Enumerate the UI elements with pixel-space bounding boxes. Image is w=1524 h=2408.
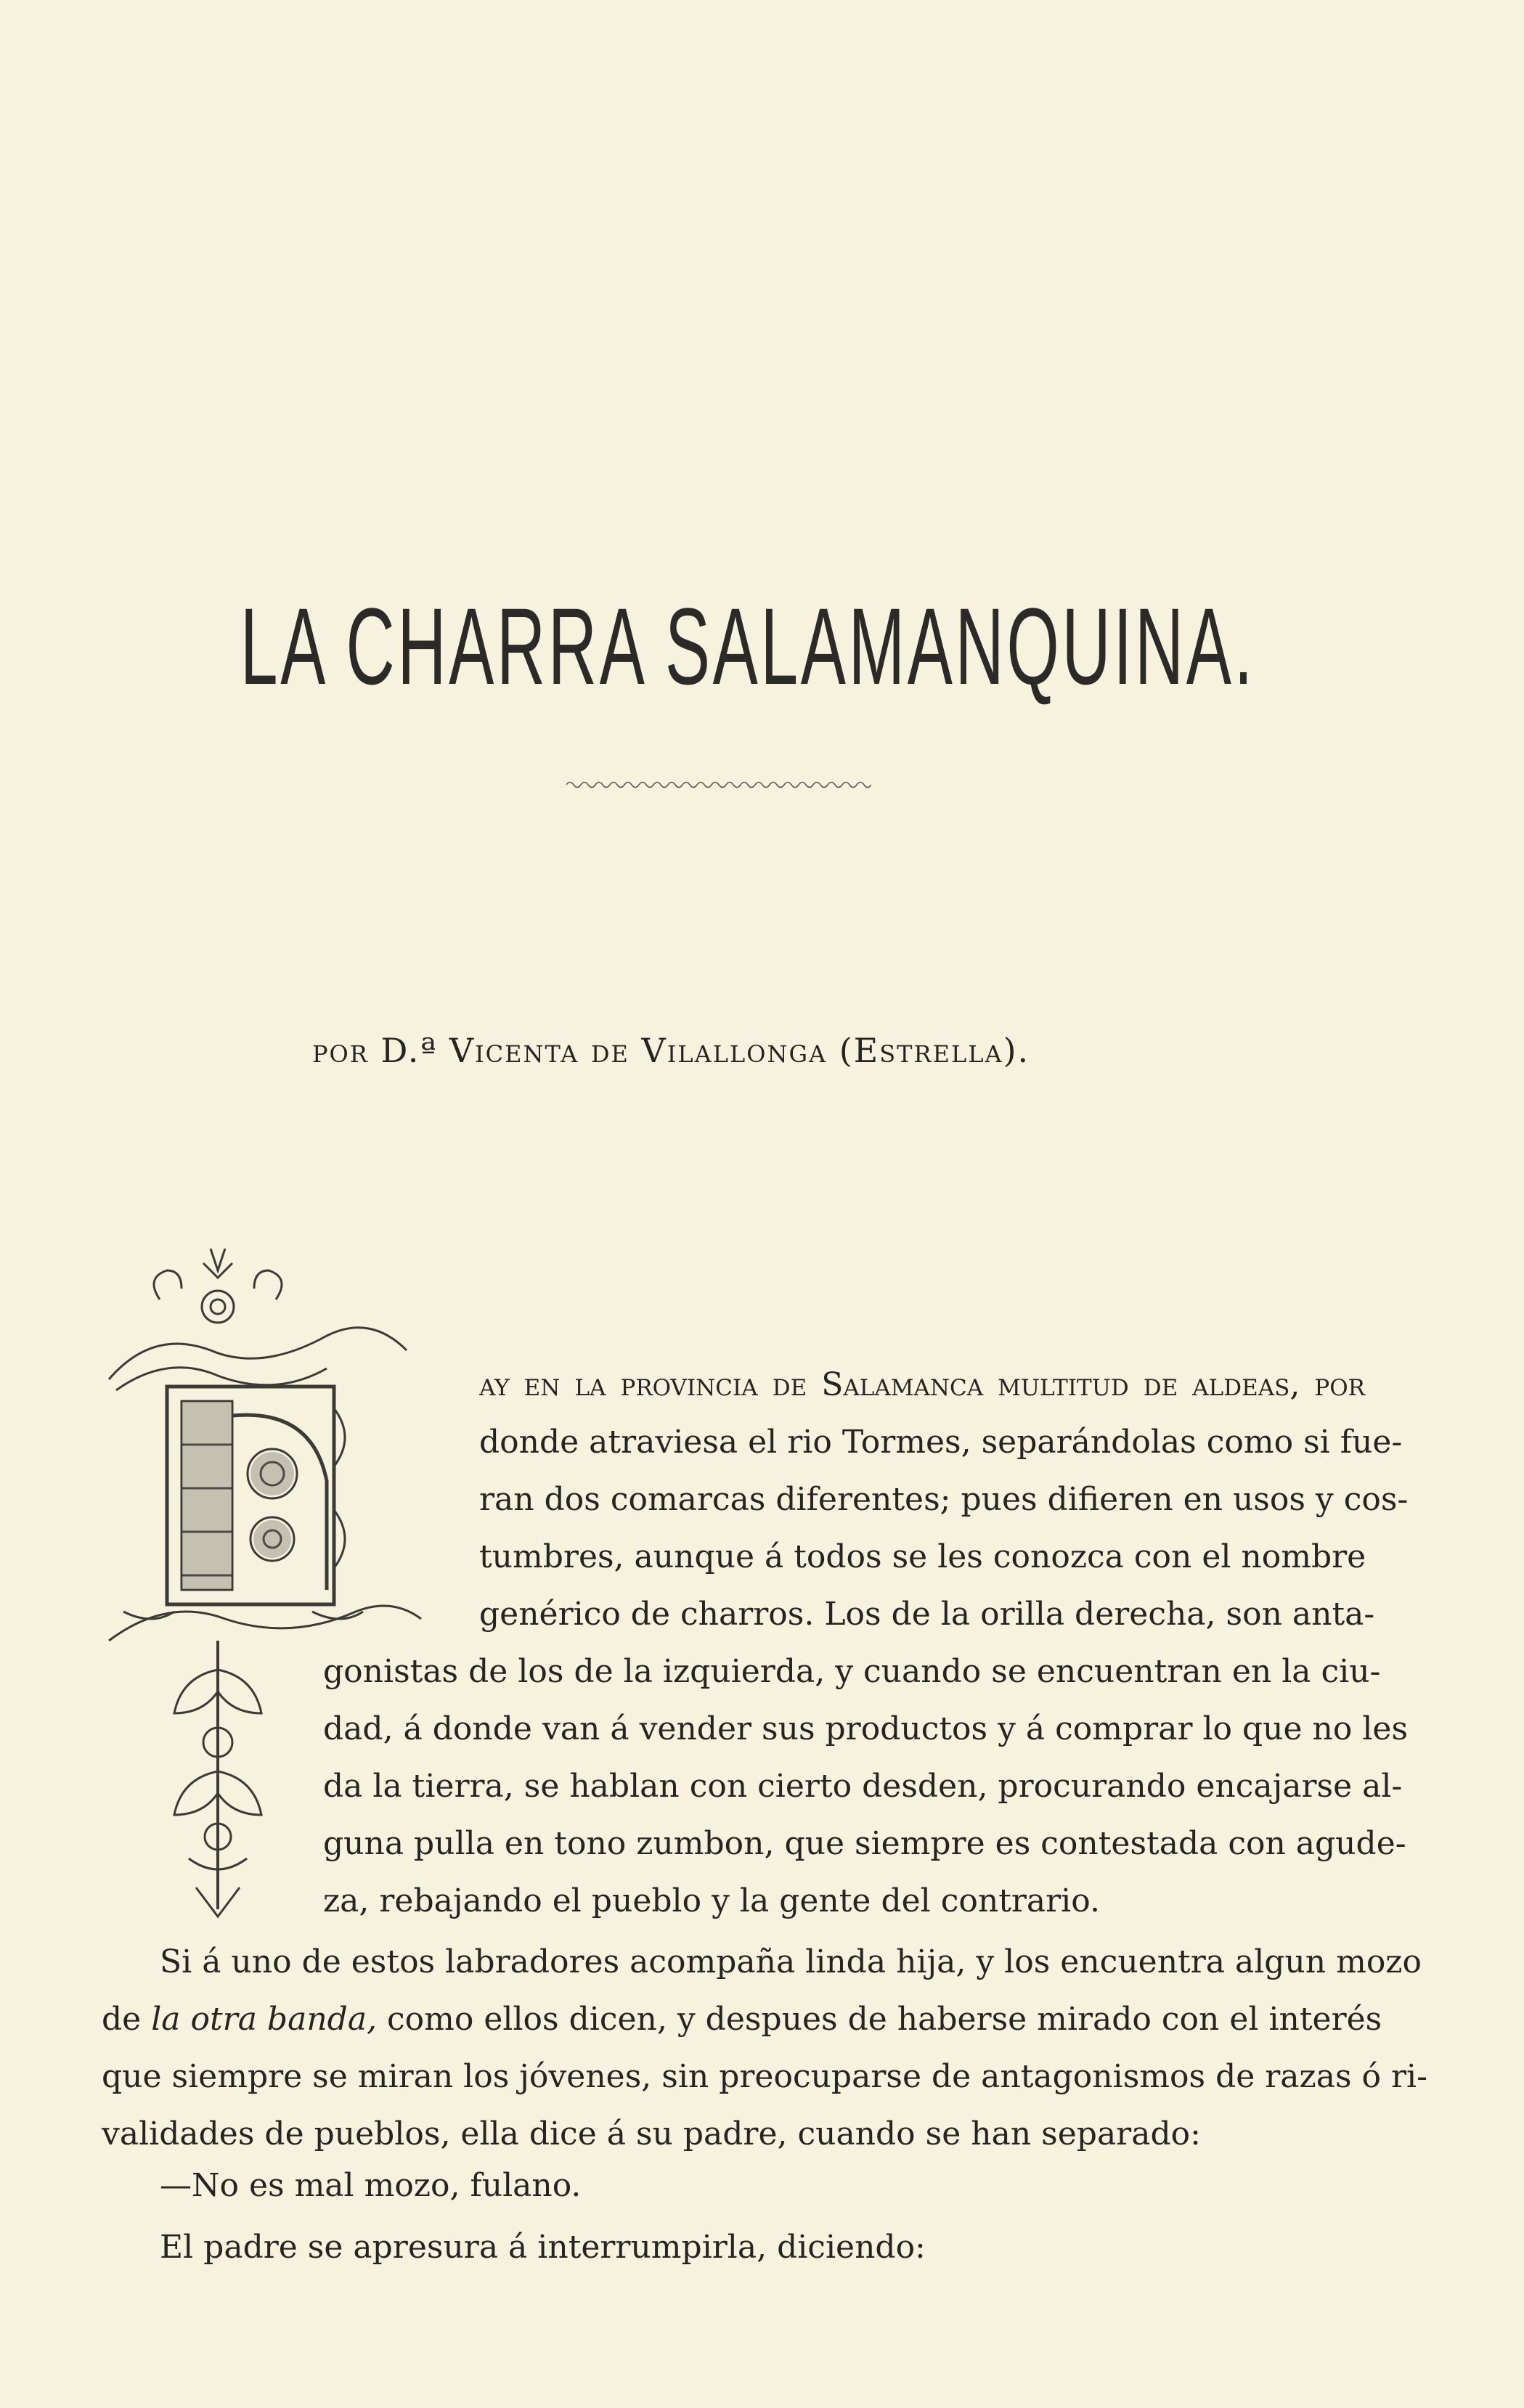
lead-line-6: gonistas de los de la izquierda, y cuando se encuentran en la ciu- (323, 1653, 1381, 1690)
body-line-2-post: como ellos dicen, y despues de haberse mirado con el interés (377, 2001, 1382, 2038)
lead-line-1-text: ay en la provincia de Salamanca multitud de aldeas, por (479, 1366, 1365, 1403)
lead-paragraph (479, 1356, 1409, 1643)
lead-line-3: ran dos comarcas diferentes; pues difieren en usos y cos- (479, 1481, 1409, 1518)
body-line-3: que siempre se miran los jóvenes, sin preocuparse de antagonismos de razas ó ri- (102, 2058, 1427, 2095)
title-ornament-rule (566, 777, 871, 793)
dialog-line-2: El padre se apresura á interrumpirla, diciendo: (160, 2229, 926, 2266)
lead-line-8: da la tierra, se hablan con cierto desden, procurando encajarse al- (323, 1768, 1403, 1805)
body-line-1: Si á uno de estos labradores acompaña linda hija, y los encuentra algun mozo (160, 1943, 1422, 1980)
lead-line-2: donde atraviesa el rio Tormes, separándolas como si fue- (479, 1424, 1403, 1461)
lead-line-10: za, rebajando el pueblo y la gente del contrario. (323, 1882, 1100, 1919)
body-line-4: validades de pueblos, ella dice á su padre, cuando se han separado: (102, 2115, 1201, 2152)
lead-line-5: genérico de charros. Los de la orilla derecha, son anta- (479, 1596, 1375, 1633)
body-line-2 (102, 1991, 1382, 2048)
lead-line-4: tumbres, aunque á todos se les conozca con el nombre (479, 1538, 1366, 1575)
article-title: LA CHARRA SALAMANQUINA. (240, 584, 1256, 707)
lead-line-9: guna pulla en tono zumbon, que siempre es contestada con agude- (323, 1825, 1406, 1862)
byline: por D.ª Vicenta de Vilallonga (Estrella). (312, 1031, 1030, 1070)
body-paragraph (102, 1933, 1427, 2163)
body-line-2-italic: la otra banda, (151, 2001, 378, 2038)
lead-line-7: dad, á donde van á vender sus productos y á comprar lo que no les (323, 1710, 1409, 1747)
lead-paragraph-continued (323, 1643, 1409, 1930)
lead-line-1 (479, 1356, 1365, 1413)
dialog-line-1: —No es mal mozo, fulano. (160, 2167, 582, 2204)
body-line-2-pre: de (102, 2001, 152, 2038)
